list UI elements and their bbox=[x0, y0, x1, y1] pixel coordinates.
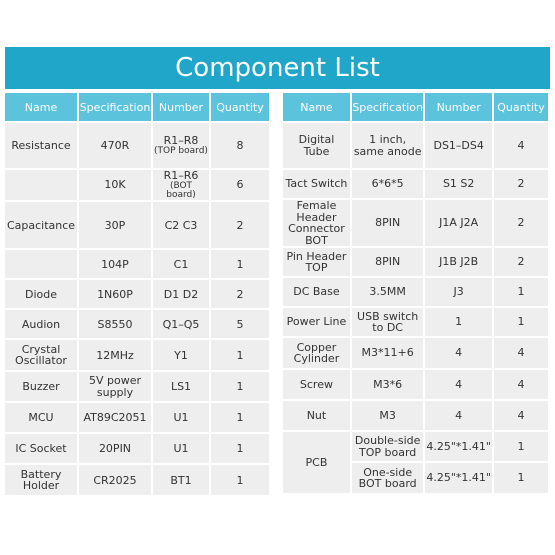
cell-qty: 2 bbox=[494, 200, 548, 246]
cell-spec: 5V power supply bbox=[79, 372, 151, 401]
table-header-row bbox=[5, 93, 269, 121]
cell-spec: CR2025 bbox=[79, 465, 151, 495]
column-header: Number bbox=[153, 93, 209, 121]
cell-number: BT1 bbox=[153, 465, 209, 495]
cell-number: C1 bbox=[153, 250, 209, 278]
cell-number: 1 bbox=[425, 308, 492, 336]
cell-spec: One-side BOT board bbox=[352, 463, 423, 493]
table-row bbox=[5, 403, 269, 432]
cell-name bbox=[5, 170, 77, 200]
component-list-panel bbox=[5, 47, 550, 507]
cell-number: Q1–Q5 bbox=[153, 310, 209, 338]
cell-name: Diode bbox=[5, 280, 77, 308]
cell-number: 4 bbox=[425, 370, 492, 399]
cell-qty: 4 bbox=[494, 401, 548, 430]
cell-name: Copper Cylinder bbox=[283, 338, 350, 368]
cell-spec: 3.5MM bbox=[352, 278, 423, 306]
table-row bbox=[5, 465, 269, 495]
cell-number bbox=[153, 123, 209, 168]
cell-spec: 8PIN bbox=[352, 248, 423, 276]
column-header: Specification bbox=[352, 93, 423, 121]
cell-qty: 1 bbox=[211, 403, 269, 432]
cell-qty: 1 bbox=[211, 434, 269, 463]
cell-qty: 8 bbox=[211, 123, 269, 168]
cell-qty: 2 bbox=[211, 202, 269, 248]
cell-spec: 470R bbox=[79, 123, 151, 168]
cell-name: Battery Holder bbox=[5, 465, 77, 495]
cell-spec: 20PIN bbox=[79, 434, 151, 463]
table-row bbox=[5, 123, 269, 168]
cell-number: U1 bbox=[153, 434, 209, 463]
table-row bbox=[283, 401, 548, 430]
cell-qty: 1 bbox=[211, 372, 269, 401]
cell-name: PCB bbox=[283, 432, 350, 493]
cell-qty: 2 bbox=[494, 170, 548, 198]
cell-spec: USB switch to DC bbox=[352, 308, 423, 336]
cell-spec: AT89C2051 bbox=[79, 403, 151, 432]
cell-number: J1B J2B bbox=[425, 248, 492, 276]
cell-qty: 2 bbox=[494, 248, 548, 276]
table-row bbox=[5, 202, 269, 248]
cell-spec: 1N60P bbox=[79, 280, 151, 308]
cell-name: Tact Switch bbox=[283, 170, 350, 198]
cell-spec: Double-side TOP board bbox=[352, 432, 423, 461]
cell-name: Resistance bbox=[5, 123, 77, 168]
table-row bbox=[283, 170, 548, 198]
cell-name: Audion bbox=[5, 310, 77, 338]
column-header: Specification bbox=[79, 93, 151, 121]
cell-number: U1 bbox=[153, 403, 209, 432]
cell-name: Power Line bbox=[283, 308, 350, 336]
cell-spec: 6*6*5 bbox=[352, 170, 423, 198]
table-row bbox=[5, 372, 269, 401]
cell-spec: 1 inch, same anode bbox=[352, 123, 423, 168]
cell-number bbox=[153, 170, 209, 200]
cell-name: DC Base bbox=[283, 278, 350, 306]
cell-qty: 1 bbox=[494, 463, 548, 493]
cell-spec: 8PIN bbox=[352, 200, 423, 246]
cell-name: Female Header Connector BOT bbox=[283, 200, 350, 246]
cell-number: 4.25"*1.41" bbox=[425, 463, 492, 493]
table-row bbox=[5, 250, 269, 278]
cell-qty: 1 bbox=[494, 278, 548, 306]
column-header: Name bbox=[5, 93, 77, 121]
cell-number: 4 bbox=[425, 338, 492, 368]
cell-spec: 104P bbox=[79, 250, 151, 278]
column-header: Quantity bbox=[211, 93, 269, 121]
number-label: R1–R8 bbox=[163, 134, 199, 147]
number-label: R1–R6 bbox=[163, 169, 199, 182]
cell-qty: 1 bbox=[494, 432, 548, 461]
table-row bbox=[283, 432, 548, 461]
cell-spec: 12MHz bbox=[79, 340, 151, 370]
cell-name: Crystal Oscillator bbox=[5, 340, 77, 370]
table-row bbox=[283, 123, 548, 168]
cell-name: Nut bbox=[283, 401, 350, 430]
cell-name: Pin Header TOP bbox=[283, 248, 350, 276]
component-table-left bbox=[3, 91, 271, 497]
cell-spec: M3*6 bbox=[352, 370, 423, 399]
table-row bbox=[283, 370, 548, 399]
cell-qty: 4 bbox=[494, 370, 548, 399]
table-row bbox=[283, 200, 548, 246]
cell-number: S1 S2 bbox=[425, 170, 492, 198]
column-header: Quantity bbox=[494, 93, 548, 121]
table-header-row bbox=[283, 93, 548, 121]
cell-spec: 10K bbox=[79, 170, 151, 200]
cell-qty: 1 bbox=[211, 250, 269, 278]
cell-name: MCU bbox=[5, 403, 77, 432]
cell-qty: 4 bbox=[494, 123, 548, 168]
page-title: Component List bbox=[5, 47, 550, 89]
cell-name: Screw bbox=[283, 370, 350, 399]
cell-number: Y1 bbox=[153, 340, 209, 370]
cell-name bbox=[5, 250, 77, 278]
cell-number: DS1–DS4 bbox=[425, 123, 492, 168]
cell-qty: 2 bbox=[211, 280, 269, 308]
cell-number: 4 bbox=[425, 401, 492, 430]
cell-qty: 1 bbox=[494, 308, 548, 336]
table-row bbox=[5, 310, 269, 338]
table-row bbox=[5, 280, 269, 308]
table-row bbox=[283, 278, 548, 306]
cell-qty: 4 bbox=[494, 338, 548, 368]
cell-name: Buzzer bbox=[5, 372, 77, 401]
column-header: Name bbox=[283, 93, 350, 121]
cell-spec: 30P bbox=[79, 202, 151, 248]
table-row bbox=[5, 170, 269, 200]
cell-name: Digital Tube bbox=[283, 123, 350, 168]
cell-number: 4.25"*1.41" bbox=[425, 432, 492, 461]
cell-number: J3 bbox=[425, 278, 492, 306]
table-row bbox=[283, 338, 548, 368]
cell-number: C2 C3 bbox=[153, 202, 209, 248]
cell-name: IC Socket bbox=[5, 434, 77, 463]
cell-spec: S8550 bbox=[79, 310, 151, 338]
cell-number: J1A J2A bbox=[425, 200, 492, 246]
number-note: (BOT board) bbox=[166, 180, 196, 200]
cell-spec: M3 bbox=[352, 401, 423, 430]
cell-qty: 1 bbox=[211, 340, 269, 370]
table-row bbox=[5, 340, 269, 370]
table-row bbox=[5, 434, 269, 463]
table-row bbox=[283, 248, 548, 276]
cell-qty: 6 bbox=[211, 170, 269, 200]
cell-qty: 5 bbox=[211, 310, 269, 338]
cell-name: Capacitance bbox=[5, 202, 77, 248]
cell-number: LS1 bbox=[153, 372, 209, 401]
cell-spec: M3*11+6 bbox=[352, 338, 423, 368]
table-row bbox=[283, 308, 548, 336]
column-header: Number bbox=[425, 93, 492, 121]
cell-qty: 1 bbox=[211, 465, 269, 495]
cell-number: D1 D2 bbox=[153, 280, 209, 308]
component-table-right bbox=[281, 91, 550, 495]
number-note: (TOP board) bbox=[154, 145, 208, 156]
